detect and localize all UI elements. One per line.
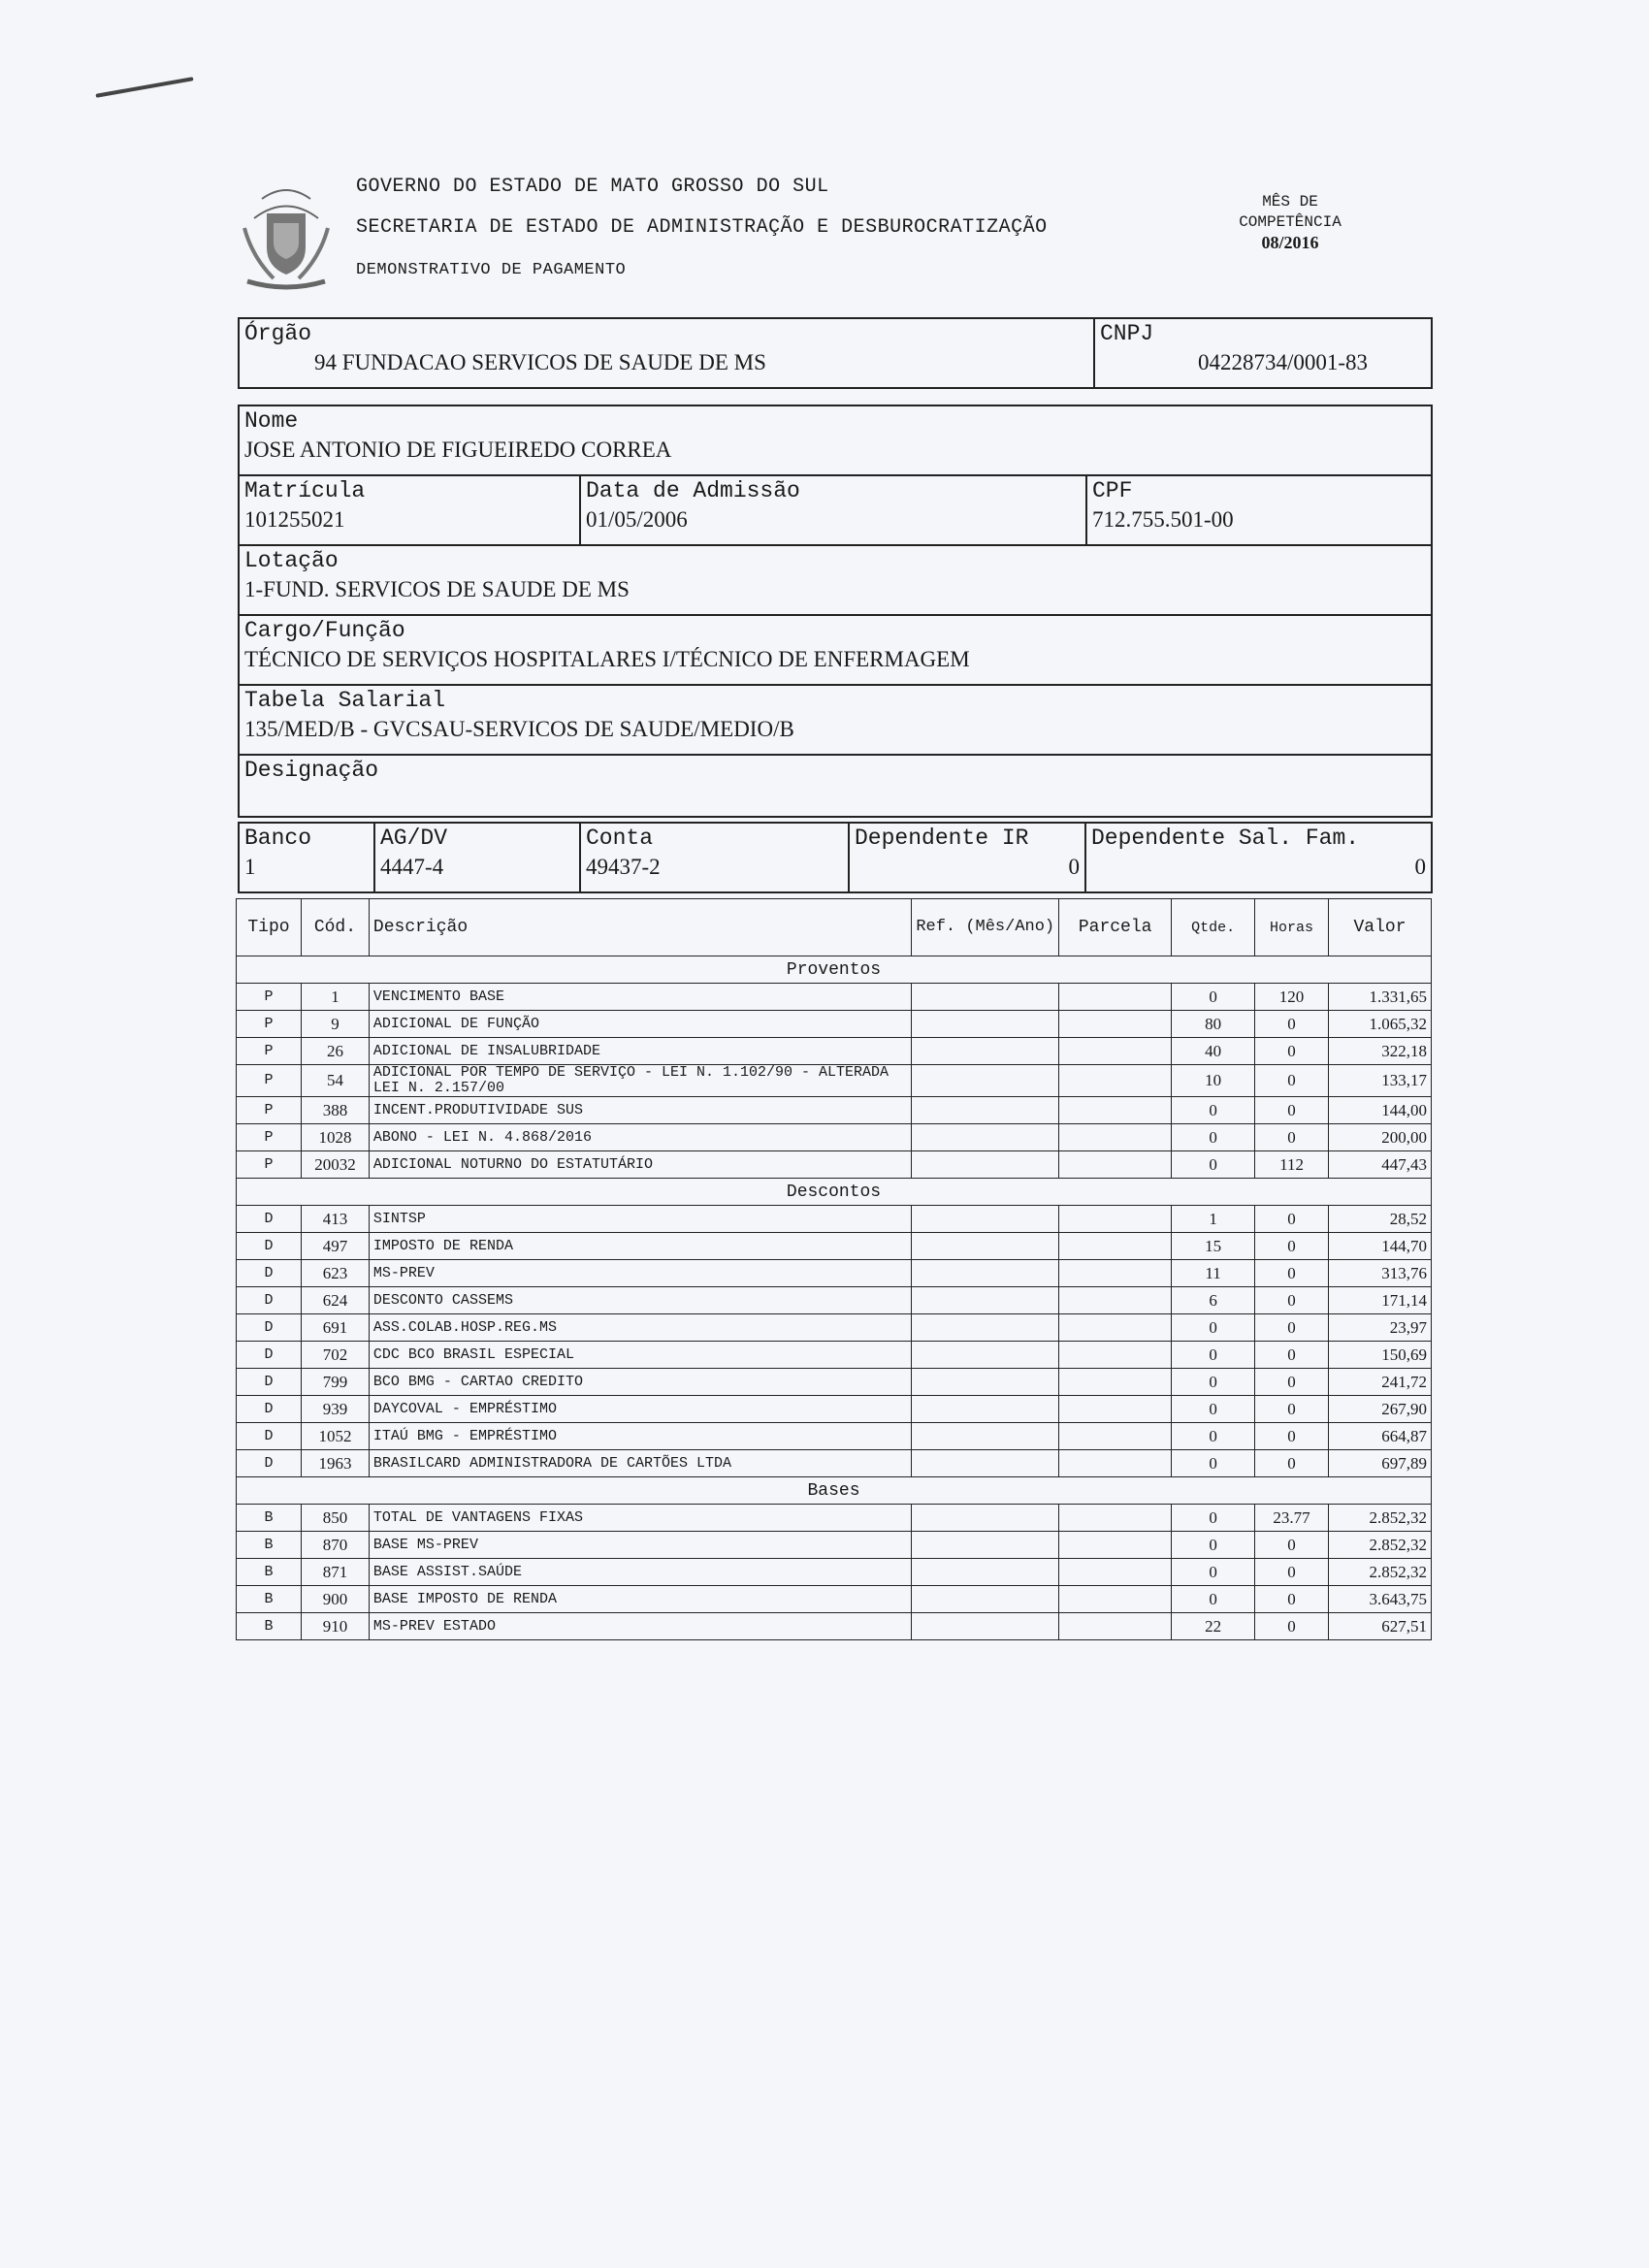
item-descricao: BASE MS-PREV xyxy=(369,1532,911,1559)
item-parcela xyxy=(1059,1314,1172,1342)
item-tipo: D xyxy=(237,1396,302,1423)
item-codigo: 870 xyxy=(301,1532,369,1559)
item-horas: 0 xyxy=(1255,1559,1329,1586)
item-horas: 0 xyxy=(1255,1065,1329,1097)
item-descricao: ADICIONAL DE FUNÇÃO xyxy=(369,1011,911,1038)
item-valor: 697,89 xyxy=(1329,1450,1432,1477)
table-row xyxy=(237,1065,1432,1097)
item-horas: 0 xyxy=(1255,1314,1329,1342)
item-parcela xyxy=(1059,1532,1172,1559)
state-seal-icon xyxy=(233,179,340,296)
item-tipo: D xyxy=(237,1206,302,1233)
item-tipo: P xyxy=(237,1097,302,1124)
header-government: GOVERNO DO ESTADO DE MATO GROSSO DO SUL xyxy=(356,176,829,198)
cargo-label: Cargo/Função xyxy=(244,618,405,643)
item-ref xyxy=(912,1260,1059,1287)
item-valor: 241,72 xyxy=(1329,1369,1432,1396)
orgao-label: Órgão xyxy=(244,321,312,346)
admissao-label: Data de Admissão xyxy=(586,478,800,503)
admissao-value: 01/05/2006 xyxy=(586,507,688,532)
item-codigo: 54 xyxy=(301,1065,369,1097)
item-descricao: TOTAL DE VANTAGENS FIXAS xyxy=(369,1505,911,1532)
item-tipo: D xyxy=(237,1287,302,1314)
item-descricao: INCENT.PRODUTIVIDADE SUS xyxy=(369,1097,911,1124)
item-horas: 23.77 xyxy=(1255,1505,1329,1532)
item-parcela xyxy=(1059,1011,1172,1038)
item-valor: 3.643,75 xyxy=(1329,1586,1432,1613)
dep-sf-label: Dependente Sal. Fam. xyxy=(1091,826,1360,851)
table-row xyxy=(237,1206,1432,1233)
item-parcela xyxy=(1059,1151,1172,1179)
item-descricao: ADICIONAL POR TEMPO DE SERVIÇO - LEI N. 1.102/90 - ALTERADA LEI N. 2.157/00 xyxy=(369,1065,911,1097)
item-descricao: MS-PREV xyxy=(369,1260,911,1287)
item-horas: 0 xyxy=(1255,1206,1329,1233)
item-valor: 150,69 xyxy=(1329,1342,1432,1369)
item-descricao: VENCIMENTO BASE xyxy=(369,984,911,1011)
item-tipo: D xyxy=(237,1423,302,1450)
item-horas: 0 xyxy=(1255,1396,1329,1423)
item-valor: 144,00 xyxy=(1329,1097,1432,1124)
item-qtde: 6 xyxy=(1172,1287,1255,1314)
competence-value: 08/2016 xyxy=(1261,233,1319,252)
matricula-value: 101255021 xyxy=(244,507,345,532)
item-parcela xyxy=(1059,1396,1172,1423)
item-valor: 322,18 xyxy=(1329,1038,1432,1065)
nome-label: Nome xyxy=(244,408,299,434)
banco-box xyxy=(238,822,1433,893)
item-ref xyxy=(912,984,1059,1011)
item-ref xyxy=(912,1151,1059,1179)
table-row xyxy=(237,1233,1432,1260)
table-row xyxy=(237,1396,1432,1423)
item-valor: 447,43 xyxy=(1329,1151,1432,1179)
item-ref xyxy=(912,1097,1059,1124)
item-qtde: 80 xyxy=(1172,1011,1255,1038)
item-valor: 2.852,32 xyxy=(1329,1532,1432,1559)
item-ref xyxy=(912,1342,1059,1369)
item-descricao: ASS.COLAB.HOSP.REG.MS xyxy=(369,1314,911,1342)
item-tipo: B xyxy=(237,1532,302,1559)
item-ref xyxy=(912,1038,1059,1065)
item-tipo: P xyxy=(237,1011,302,1038)
table-row xyxy=(237,1586,1432,1613)
item-tipo: D xyxy=(237,1233,302,1260)
item-horas: 0 xyxy=(1255,1342,1329,1369)
item-ref xyxy=(912,1505,1059,1532)
tabela-label: Tabela Salarial xyxy=(244,688,446,713)
item-qtde: 10 xyxy=(1172,1065,1255,1097)
item-ref xyxy=(912,1124,1059,1151)
item-codigo: 939 xyxy=(301,1396,369,1423)
item-valor: 267,90 xyxy=(1329,1396,1432,1423)
cargo-value: TÉCNICO DE SERVIÇOS HOSPITALARES I/TÉCNICO DE ENFERMAGEM xyxy=(244,647,970,671)
table-row xyxy=(237,1314,1432,1342)
item-ref xyxy=(912,1287,1059,1314)
nome-value: JOSE ANTONIO DE FIGUEIREDO CORREA xyxy=(244,437,672,462)
orgao-box xyxy=(238,317,1433,389)
cpf-label: CPF xyxy=(1092,478,1133,503)
item-qtde: 0 xyxy=(1172,1532,1255,1559)
item-horas: 0 xyxy=(1255,1450,1329,1477)
item-codigo: 388 xyxy=(301,1097,369,1124)
item-codigo: 20032 xyxy=(301,1151,369,1179)
agencia-label: AG/DV xyxy=(380,826,448,851)
item-codigo: 623 xyxy=(301,1260,369,1287)
dep-sf-value: 0 xyxy=(1414,855,1426,879)
item-ref xyxy=(912,1396,1059,1423)
item-codigo: 910 xyxy=(301,1613,369,1640)
item-parcela xyxy=(1059,1342,1172,1369)
table-row xyxy=(237,1097,1432,1124)
item-valor: 664,87 xyxy=(1329,1423,1432,1450)
item-horas: 0 xyxy=(1255,1532,1329,1559)
item-parcela xyxy=(1059,1260,1172,1287)
item-tipo: B xyxy=(237,1505,302,1532)
item-descricao: ABONO - LEI N. 4.868/2016 xyxy=(369,1124,911,1151)
header-secretary: SECRETARIA DE ESTADO DE ADMINISTRAÇÃO E DESBUROCRATIZAÇÃO xyxy=(356,216,1048,239)
item-valor: 144,70 xyxy=(1329,1233,1432,1260)
table-row xyxy=(237,1011,1432,1038)
item-qtde: 11 xyxy=(1172,1260,1255,1287)
item-ref xyxy=(912,1065,1059,1097)
table-row xyxy=(237,1342,1432,1369)
item-parcela xyxy=(1059,1065,1172,1097)
item-valor: 1.331,65 xyxy=(1329,984,1432,1011)
section-descontos-row xyxy=(237,1179,1432,1206)
item-parcela xyxy=(1059,1206,1172,1233)
item-descricao: DESCONTO CASSEMS xyxy=(369,1287,911,1314)
col-parcela: Parcela xyxy=(1059,899,1172,956)
item-qtde: 22 xyxy=(1172,1613,1255,1640)
item-descricao: MS-PREV ESTADO xyxy=(369,1613,911,1640)
item-valor: 627,51 xyxy=(1329,1613,1432,1640)
matricula-label: Matrícula xyxy=(244,478,366,503)
col-tipo: Tipo xyxy=(237,899,302,956)
item-parcela xyxy=(1059,984,1172,1011)
dep-ir-label: Dependente IR xyxy=(855,826,1029,851)
table-row xyxy=(237,1423,1432,1450)
item-parcela xyxy=(1059,1613,1172,1640)
item-tipo: P xyxy=(237,1124,302,1151)
item-horas: 0 xyxy=(1255,1613,1329,1640)
item-ref xyxy=(912,1206,1059,1233)
item-tipo: D xyxy=(237,1450,302,1477)
item-horas: 120 xyxy=(1255,984,1329,1011)
servidor-box xyxy=(238,405,1433,818)
item-ref xyxy=(912,1532,1059,1559)
item-descricao: IMPOSTO DE RENDA xyxy=(369,1233,911,1260)
item-codigo: 799 xyxy=(301,1369,369,1396)
item-descricao: SINTSP xyxy=(369,1206,911,1233)
conta-label: Conta xyxy=(586,826,654,851)
item-qtde: 0 xyxy=(1172,1151,1255,1179)
item-valor: 133,17 xyxy=(1329,1065,1432,1097)
item-valor: 1.065,32 xyxy=(1329,1011,1432,1038)
item-tipo: P xyxy=(237,1038,302,1065)
col-cod: Cód. xyxy=(301,899,369,956)
item-tipo: B xyxy=(237,1613,302,1640)
competence-label-1: MÊS DE xyxy=(1262,193,1318,211)
item-descricao: BASE ASSIST.SAÚDE xyxy=(369,1559,911,1586)
tabela-value: 135/MED/B - GVCSAU-SERVICOS DE SAUDE/MEDIO/B xyxy=(244,717,794,741)
lotacao-value: 1-FUND. SERVICOS DE SAUDE DE MS xyxy=(244,577,630,601)
item-parcela xyxy=(1059,1233,1172,1260)
item-tipo: P xyxy=(237,1151,302,1179)
orgao-value: 94 FUNDACAO SERVICOS DE SAUDE DE MS xyxy=(314,350,766,374)
banco-label: Banco xyxy=(244,826,312,851)
item-qtde: 0 xyxy=(1172,1396,1255,1423)
competence-month xyxy=(1212,192,1368,253)
item-ref xyxy=(912,1314,1059,1342)
item-qtde: 0 xyxy=(1172,1124,1255,1151)
dep-ir-value: 0 xyxy=(1068,855,1080,879)
col-ref: Ref. (Mês/Ano) xyxy=(912,899,1059,956)
item-horas: 0 xyxy=(1255,1124,1329,1151)
item-horas: 0 xyxy=(1255,1260,1329,1287)
section-bases-row xyxy=(237,1477,1432,1505)
table-row xyxy=(237,1260,1432,1287)
designacao-label: Designação xyxy=(244,758,379,783)
item-valor: 200,00 xyxy=(1329,1124,1432,1151)
item-parcela xyxy=(1059,1097,1172,1124)
item-descricao: ADICIONAL NOTURNO DO ESTATUTÁRIO xyxy=(369,1151,911,1179)
item-qtde: 40 xyxy=(1172,1038,1255,1065)
pen-mark xyxy=(95,77,193,98)
item-descricao: BCO BMG - CARTAO CREDITO xyxy=(369,1369,911,1396)
lotacao-label: Lotação xyxy=(244,548,339,573)
item-codigo: 1963 xyxy=(301,1450,369,1477)
table-row xyxy=(237,1559,1432,1586)
col-descricao: Descrição xyxy=(369,899,911,956)
item-parcela xyxy=(1059,1124,1172,1151)
item-horas: 0 xyxy=(1255,1038,1329,1065)
item-tipo: P xyxy=(237,984,302,1011)
item-ref xyxy=(912,1450,1059,1477)
item-parcela xyxy=(1059,1586,1172,1613)
item-qtde: 0 xyxy=(1172,1586,1255,1613)
section-proventos-row xyxy=(237,956,1432,984)
item-valor: 171,14 xyxy=(1329,1287,1432,1314)
table-row xyxy=(237,1450,1432,1477)
payment-items-table xyxy=(236,898,1432,1640)
item-descricao: CDC BCO BRASIL ESPECIAL xyxy=(369,1342,911,1369)
item-ref xyxy=(912,1011,1059,1038)
item-horas: 0 xyxy=(1255,1011,1329,1038)
item-ref xyxy=(912,1586,1059,1613)
item-ref xyxy=(912,1613,1059,1640)
item-valor: 28,52 xyxy=(1329,1206,1432,1233)
item-ref xyxy=(912,1233,1059,1260)
item-valor: 313,76 xyxy=(1329,1260,1432,1287)
item-qtde: 0 xyxy=(1172,1314,1255,1342)
table-row xyxy=(237,1613,1432,1640)
item-tipo: D xyxy=(237,1342,302,1369)
item-horas: 0 xyxy=(1255,1097,1329,1124)
item-codigo: 900 xyxy=(301,1586,369,1613)
item-descricao: ADICIONAL DE INSALUBRIDADE xyxy=(369,1038,911,1065)
item-codigo: 1028 xyxy=(301,1124,369,1151)
item-codigo: 497 xyxy=(301,1233,369,1260)
competence-label-2: COMPETÊNCIA xyxy=(1239,213,1342,231)
section-bases-title: Bases xyxy=(237,1477,1432,1505)
item-ref xyxy=(912,1423,1059,1450)
item-qtde: 0 xyxy=(1172,1559,1255,1586)
item-codigo: 413 xyxy=(301,1206,369,1233)
table-header-row xyxy=(237,899,1432,956)
table-row xyxy=(237,1287,1432,1314)
item-codigo: 9 xyxy=(301,1011,369,1038)
item-valor: 2.852,32 xyxy=(1329,1505,1432,1532)
item-parcela xyxy=(1059,1038,1172,1065)
item-descricao: BRASILCARD ADMINISTRADORA DE CARTÕES LTDA xyxy=(369,1450,911,1477)
item-codigo: 691 xyxy=(301,1314,369,1342)
item-valor: 23,97 xyxy=(1329,1314,1432,1342)
item-qtde: 0 xyxy=(1172,1450,1255,1477)
item-tipo: P xyxy=(237,1065,302,1097)
banco-value: 1 xyxy=(244,855,256,879)
item-parcela xyxy=(1059,1369,1172,1396)
item-horas: 0 xyxy=(1255,1423,1329,1450)
table-row xyxy=(237,1151,1432,1179)
header-doc-title: DEMONSTRATIVO DE PAGAMENTO xyxy=(356,261,627,279)
agencia-value: 4447-4 xyxy=(380,855,444,879)
conta-value: 49437-2 xyxy=(586,855,661,879)
item-qtde: 0 xyxy=(1172,1097,1255,1124)
item-valor: 2.852,32 xyxy=(1329,1559,1432,1586)
item-horas: 0 xyxy=(1255,1287,1329,1314)
item-parcela xyxy=(1059,1423,1172,1450)
col-valor: Valor xyxy=(1329,899,1432,956)
item-horas: 0 xyxy=(1255,1586,1329,1613)
cpf-value: 712.755.501-00 xyxy=(1092,507,1234,532)
table-row xyxy=(237,1124,1432,1151)
table-row xyxy=(237,1505,1432,1532)
item-tipo: D xyxy=(237,1260,302,1287)
table-row xyxy=(237,984,1432,1011)
item-horas: 0 xyxy=(1255,1369,1329,1396)
item-codigo: 624 xyxy=(301,1287,369,1314)
item-ref xyxy=(912,1559,1059,1586)
section-descontos-title: Descontos xyxy=(237,1179,1432,1206)
item-horas: 0 xyxy=(1255,1233,1329,1260)
col-qtde: Qtde. xyxy=(1172,899,1255,956)
item-qtde: 15 xyxy=(1172,1233,1255,1260)
item-tipo: B xyxy=(237,1586,302,1613)
item-qtde: 0 xyxy=(1172,1423,1255,1450)
col-horas: Horas xyxy=(1255,899,1329,956)
item-qtde: 0 xyxy=(1172,984,1255,1011)
item-descricao: DAYCOVAL - EMPRÉSTIMO xyxy=(369,1396,911,1423)
item-parcela xyxy=(1059,1505,1172,1532)
table-row xyxy=(237,1369,1432,1396)
table-row xyxy=(237,1532,1432,1559)
item-ref xyxy=(912,1369,1059,1396)
item-codigo: 26 xyxy=(301,1038,369,1065)
item-horas: 112 xyxy=(1255,1151,1329,1179)
cnpj-label: CNPJ xyxy=(1100,321,1154,346)
item-qtde: 0 xyxy=(1172,1342,1255,1369)
item-parcela xyxy=(1059,1559,1172,1586)
item-codigo: 1052 xyxy=(301,1423,369,1450)
item-qtde: 1 xyxy=(1172,1206,1255,1233)
table-row xyxy=(237,1038,1432,1065)
item-descricao: ITAÚ BMG - EMPRÉSTIMO xyxy=(369,1423,911,1450)
section-proventos-title: Proventos xyxy=(237,956,1432,984)
item-descricao: BASE IMPOSTO DE RENDA xyxy=(369,1586,911,1613)
item-tipo: D xyxy=(237,1369,302,1396)
item-qtde: 0 xyxy=(1172,1505,1255,1532)
item-tipo: B xyxy=(237,1559,302,1586)
cnpj-value: 04228734/0001-83 xyxy=(1197,350,1368,374)
item-codigo: 1 xyxy=(301,984,369,1011)
item-qtde: 0 xyxy=(1172,1369,1255,1396)
item-codigo: 702 xyxy=(301,1342,369,1369)
item-tipo: D xyxy=(237,1314,302,1342)
item-parcela xyxy=(1059,1450,1172,1477)
item-codigo: 871 xyxy=(301,1559,369,1586)
item-codigo: 850 xyxy=(301,1505,369,1532)
item-parcela xyxy=(1059,1287,1172,1314)
